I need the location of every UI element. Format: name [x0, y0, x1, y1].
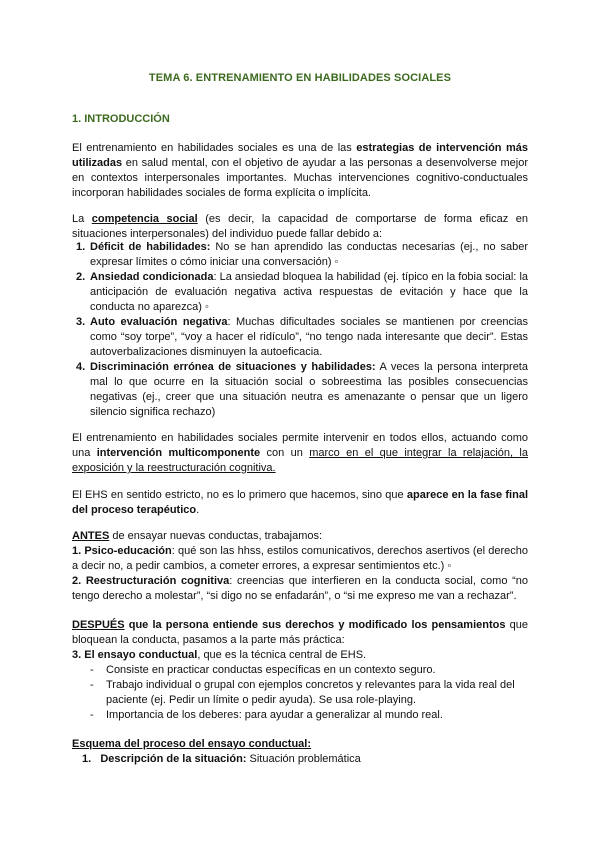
- list-number: 3.: [76, 316, 86, 328]
- bold-text: intervención multicomponente: [96, 447, 261, 459]
- dash-marker: -: [90, 709, 94, 721]
- paragraph-antes: [72, 529, 528, 604]
- paragraph-multicomponente: [72, 431, 528, 476]
- list-number: 4.: [76, 361, 86, 373]
- bold-text: estrategias de intervención más utilizadas: [72, 142, 529, 169]
- underlined-term: competencia social: [91, 213, 198, 225]
- dash-marker: -: [90, 664, 94, 676]
- list-item: [72, 663, 528, 678]
- underlined-term: DESPUÉS: [72, 619, 125, 631]
- bold-text: 3. El ensayo conductual: [72, 649, 198, 661]
- list-item: [72, 240, 528, 270]
- text: No se han aprendido las conductas necesarias (ej., no saber expresar límites o cómo iniciar una conversación) ◦: [90, 241, 528, 268]
- schema-block: [72, 737, 528, 767]
- text: : creencias que interfieren en la conducta social, como “no tengo derecho a molestar”, “si digo no se enfadarán”, o “si me expreso me van a rechazar”.: [72, 575, 528, 602]
- document-title: TEMA 6. ENTRENAMIENTO EN HABILIDADES SOCIALES: [148, 72, 452, 84]
- causes-list: [72, 240, 528, 420]
- list-item: [72, 315, 528, 360]
- text: Trabajo individual o grupal con ejemplos concretos y relevantes para la vida real del paciente (ej. Pedir un límite o pedir ayuda). Se usa role-playing.: [106, 679, 515, 706]
- paragraph-despues: [72, 618, 528, 723]
- text: : Muchas dificultades sociales se mantienen por creencias como “soy torpe”, “voy a hacer el ridículo”, “no tengo nada interesante que decir”. Estas autoverbalizaciones disminuyen la autoeficacia.: [90, 316, 529, 358]
- list-item: [72, 678, 528, 708]
- paragraph-competencia: [72, 212, 528, 242]
- text: : La ansiedad bloquea la habilidad (ej. típico en la fobia social: la anticipación de evaluación negativa activa respuestas de evitación y hace que la conducta no aparezca) ◦: [90, 271, 528, 313]
- bold-text: 2. Reestructuración cognitiva: [72, 575, 230, 587]
- list-item: [72, 360, 528, 420]
- text: El entrenamiento en habilidades sociales es una de las: [72, 142, 357, 154]
- bold-text: Discriminación errónea de situaciones y habilidades:: [90, 361, 376, 373]
- paragraph-ehs: [72, 488, 528, 518]
- text: El entrenamiento en habilidades sociales permite intervenir en todos ellos, actuando como una: [72, 432, 528, 459]
- text: A veces la persona interpreta mal lo que ocurre en la situación social o sobreestima las posibles consecuencias negativas (ej., creer que una situación neutra es amenazante o pensar que un ligero silencio significa rechazo): [90, 361, 528, 418]
- bold-text: que la persona entiende sus derechos y modificado los pensamientos: [124, 619, 506, 631]
- bold-text: Déficit de habilidades:: [90, 241, 211, 253]
- list-number: 1.: [82, 753, 92, 765]
- underlined-text: marco en el que integrar la relajación, la exposición y la reestructuración cognitiva.: [72, 447, 528, 474]
- paragraph-intro: [72, 141, 528, 201]
- text: El EHS en sentido estricto, no es lo primero que hacemos, sino que: [72, 489, 407, 501]
- bold-text: Descripción de la situación:: [100, 753, 247, 765]
- text: : qué son las hhss, estilos comunicativos, derechos asertivos (el derecho a decir no, a pedir cambios, a cometer errores, a expresar sentimientos etc.) ◦: [72, 545, 528, 572]
- text: La: [72, 213, 92, 225]
- text: .: [196, 504, 200, 516]
- dash-marker: -: [90, 679, 94, 691]
- list-item: [72, 708, 528, 723]
- bold-text: aparece en la fase final del proceso terapéutico: [72, 489, 528, 516]
- ensayo-bullets: [72, 663, 528, 723]
- underlined-term: ANTES: [72, 530, 110, 542]
- bold-text: Ansiedad condicionada: [90, 271, 214, 283]
- list-number: 1.: [76, 241, 86, 253]
- list-item: [72, 270, 528, 315]
- text: que bloquean la conducta, pasamos a la parte más práctica:: [72, 619, 528, 646]
- text: de ensayar nuevas conductas, trabajamos:: [109, 530, 323, 542]
- text: Consiste en practicar conductas específicas en un contexto seguro.: [106, 664, 436, 676]
- schema-heading: Esquema del proceso del ensayo conductual:: [72, 738, 312, 750]
- text: Importancia de los deberes: para ayudar a generalizar al mundo real.: [106, 709, 443, 721]
- text: (es decir, la capacidad de comportarse de forma eficaz en situaciones interpersonales) del individuo puede fallar debido a:: [72, 213, 528, 240]
- text: Situación problemática: [246, 753, 361, 765]
- section-heading-introduccion: 1. INTRODUCCIÓN: [72, 113, 170, 125]
- text: con un: [260, 447, 310, 459]
- text: , que es la técnica central de EHS.: [197, 649, 367, 661]
- bold-text: 1. Psico-educación: [72, 545, 172, 557]
- list-number: 2.: [76, 271, 86, 283]
- text: en salud mental, con el objetivo de ayudar a las personas a desenvolverse mejor en contextos interpersonales importantes. Muchas intervenciones cognitivo-conductuales incorporan habilidades sociales de forma explícita o implícita.: [72, 157, 528, 199]
- bold-text: Auto evaluación negativa: [90, 316, 228, 328]
